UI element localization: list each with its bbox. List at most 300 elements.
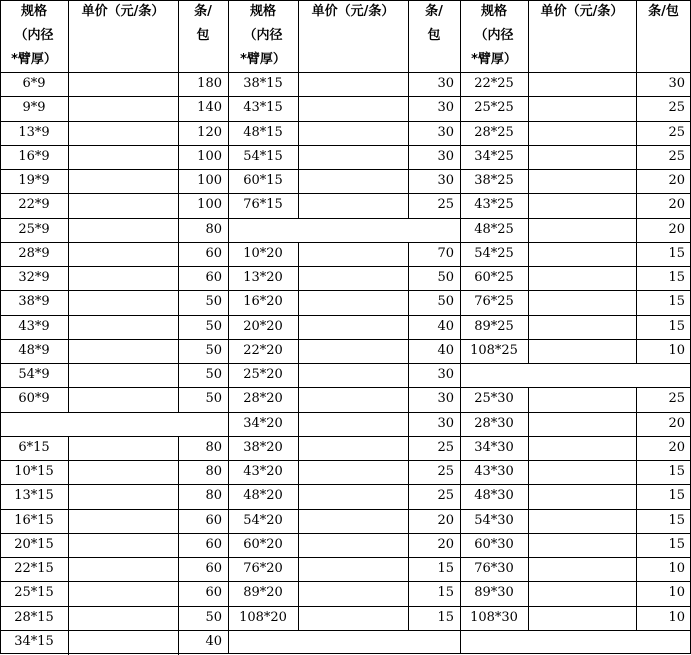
cell-qty: 50 <box>437 294 454 310</box>
cell-qty: 20 <box>668 415 685 431</box>
cell-qty: 15 <box>668 318 685 334</box>
grid-line-vertical <box>528 72 529 97</box>
grid-line-vertical <box>528 460 529 485</box>
grid-line-horizontal <box>0 0 691 1</box>
grid-line-horizontal <box>0 169 229 170</box>
grid-line-vertical <box>528 96 529 122</box>
grid-line-vertical <box>68 533 69 558</box>
header-qty-3: 条/包 <box>648 4 679 19</box>
grid-line-vertical <box>408 509 409 534</box>
grid-line-horizontal <box>460 339 691 340</box>
grid-line-horizontal <box>0 315 229 316</box>
grid-line-vertical <box>408 193 409 219</box>
grid-line-vertical <box>408 0 409 73</box>
grid-line-vertical <box>298 290 299 316</box>
grid-line-horizontal <box>0 412 229 413</box>
cell-qty: 140 <box>197 100 222 116</box>
header-spec-2: 规格 （内径 *臂厚） <box>240 4 286 67</box>
grid-line-horizontal <box>228 606 461 607</box>
cell-spec: 43*20 <box>243 464 283 479</box>
cell-spec: 22*9 <box>18 197 50 213</box>
grid-line-vertical <box>408 339 409 364</box>
cell-qty: 15 <box>437 609 454 625</box>
grid-line-vertical <box>68 266 69 291</box>
grid-line-vertical <box>298 169 299 194</box>
cell-spec: 48*20 <box>243 488 283 504</box>
grid-line-vertical <box>68 557 69 582</box>
grid-line-horizontal <box>228 145 461 146</box>
grid-line-vertical <box>68 581 69 607</box>
cell-qty: 80 <box>205 439 222 455</box>
cell-spec: 28*9 <box>18 245 50 261</box>
grid-line-vertical <box>528 290 529 316</box>
grid-line-horizontal <box>460 121 691 122</box>
grid-line-vertical <box>528 339 529 364</box>
cell-spec: 43*30 <box>474 464 514 479</box>
grid-line-vertical <box>636 218 637 243</box>
grid-line-horizontal <box>460 363 691 364</box>
cell-qty: 40 <box>437 318 454 334</box>
grid-line-vertical <box>636 581 637 607</box>
header-spec-3: 规格 （内径 *臂厚） <box>471 4 517 67</box>
grid-line-vertical <box>178 484 179 510</box>
grid-line-horizontal <box>228 533 461 534</box>
grid-line-vertical <box>68 387 69 413</box>
grid-line-vertical <box>178 0 179 73</box>
grid-line-vertical <box>528 121 529 146</box>
grid-line-vertical <box>528 606 529 631</box>
cell-qty: 50 <box>205 609 222 625</box>
grid-line-vertical <box>68 509 69 534</box>
grid-line-horizontal <box>228 315 461 316</box>
grid-line-vertical <box>68 339 69 364</box>
grid-line-vertical <box>178 169 179 194</box>
grid-line-vertical <box>408 412 409 437</box>
grid-line-vertical <box>178 581 179 607</box>
grid-line-vertical <box>636 557 637 582</box>
cell-spec: 43*25 <box>474 197 514 213</box>
header-spec-line: *臂厚） <box>11 52 57 67</box>
cell-spec: 28*25 <box>474 124 514 140</box>
grid-line-vertical <box>68 460 69 485</box>
cell-spec: 25*9 <box>18 221 50 237</box>
grid-line-vertical <box>0 0 1 654</box>
grid-line-vertical <box>528 266 529 291</box>
grid-line-horizontal <box>228 96 461 97</box>
cell-qty: 20 <box>668 221 685 237</box>
cell-qty: 30 <box>437 76 454 91</box>
grid-line-vertical <box>408 557 409 582</box>
cell-qty: 30 <box>437 100 454 116</box>
grid-line-vertical <box>298 315 299 340</box>
cell-spec: 6*9 <box>22 76 46 91</box>
cell-qty: 25 <box>668 148 685 164</box>
grid-line-vertical <box>528 484 529 510</box>
grid-line-horizontal <box>228 242 461 243</box>
grid-line-horizontal <box>0 387 229 388</box>
grid-line-vertical <box>298 581 299 607</box>
cell-spec: 54*9 <box>18 367 50 382</box>
cell-spec: 25*15 <box>14 585 54 601</box>
grid-line-vertical <box>636 484 637 510</box>
cell-spec: 48*9 <box>18 342 50 358</box>
cell-qty: 80 <box>205 488 222 504</box>
cell-spec: 48*15 <box>243 124 283 140</box>
cell-qty: 25 <box>668 124 685 140</box>
cell-qty: 20 <box>437 512 454 528</box>
grid-line-vertical <box>298 606 299 631</box>
grid-line-vertical <box>636 193 637 219</box>
grid-line-horizontal <box>460 412 691 413</box>
grid-line-horizontal <box>460 218 691 219</box>
grid-line-vertical <box>528 242 529 267</box>
cell-spec: 76*25 <box>474 294 514 310</box>
cell-spec: 76*30 <box>474 561 514 576</box>
cell-spec: 38*9 <box>18 294 50 310</box>
cell-spec: 28*15 <box>14 609 54 625</box>
cell-qty: 20 <box>668 197 685 213</box>
cell-spec: 60*25 <box>474 270 514 285</box>
cell-qty: 20 <box>668 173 685 188</box>
cell-qty: 50 <box>205 367 222 382</box>
cell-qty: 10 <box>668 342 685 358</box>
cell-qty: 10 <box>668 561 685 576</box>
cell-spec: 25*30 <box>474 391 514 407</box>
cell-spec: 89*30 <box>474 585 514 601</box>
cell-spec: 28*30 <box>474 415 514 431</box>
grid-line-horizontal <box>228 363 461 364</box>
grid-line-vertical <box>68 72 69 97</box>
grid-line-vertical <box>408 290 409 316</box>
grid-line-horizontal <box>460 509 691 510</box>
grid-line-vertical <box>178 339 179 364</box>
cell-spec: 10*20 <box>243 245 283 261</box>
cell-qty: 15 <box>437 561 454 576</box>
cell-spec: 22*25 <box>474 76 514 91</box>
grid-line-vertical <box>298 436 299 461</box>
cell-spec: 48*25 <box>474 221 514 237</box>
grid-line-vertical <box>178 242 179 267</box>
grid-line-vertical <box>528 581 529 607</box>
cell-spec: 48*30 <box>474 488 514 504</box>
cell-spec: 89*20 <box>243 585 283 601</box>
cell-qty: 30 <box>437 367 454 382</box>
grid-line-vertical <box>68 121 69 146</box>
grid-line-vertical <box>408 387 409 413</box>
cell-qty: 15 <box>668 512 685 528</box>
cell-qty: 80 <box>205 464 222 479</box>
grid-line-horizontal <box>460 484 691 485</box>
cell-qty: 50 <box>205 318 222 334</box>
header-spec-line: （内径 <box>14 28 54 43</box>
grid-line-vertical <box>408 460 409 485</box>
grid-line-horizontal <box>460 145 691 146</box>
grid-line-vertical <box>636 96 637 122</box>
cell-qty: 15 <box>668 464 685 479</box>
cell-qty: 15 <box>668 294 685 310</box>
cell-spec: 38*25 <box>474 173 514 188</box>
grid-line-vertical <box>528 533 529 558</box>
grid-line-vertical <box>298 72 299 97</box>
grid-line-vertical <box>178 266 179 291</box>
grid-line-vertical <box>68 96 69 122</box>
grid-line-horizontal <box>460 436 691 437</box>
cell-spec: 76*15 <box>243 197 283 213</box>
grid-line-vertical <box>528 145 529 170</box>
grid-line-vertical <box>68 169 69 194</box>
cell-qty: 10 <box>668 609 685 625</box>
grid-line-vertical <box>68 606 69 631</box>
grid-line-vertical <box>68 218 69 243</box>
cell-spec: 32*9 <box>18 270 50 285</box>
grid-line-horizontal <box>0 509 229 510</box>
grid-line-vertical <box>68 630 69 655</box>
cell-spec: 38*15 <box>243 76 283 91</box>
cell-spec: 108*25 <box>470 342 518 358</box>
cell-qty: 60 <box>205 536 222 552</box>
cell-qty: 180 <box>197 76 222 91</box>
cell-qty: 30 <box>437 124 454 140</box>
grid-line-vertical <box>636 145 637 170</box>
grid-line-vertical <box>298 242 299 267</box>
grid-line-vertical <box>68 242 69 267</box>
grid-line-vertical <box>178 436 179 461</box>
grid-line-vertical <box>68 145 69 170</box>
cell-spec: 20*15 <box>14 536 54 552</box>
grid-line-vertical <box>298 145 299 170</box>
grid-line-vertical <box>408 315 409 340</box>
grid-line-vertical <box>408 121 409 146</box>
cell-spec: 108*30 <box>470 609 518 625</box>
grid-line-horizontal <box>460 315 691 316</box>
grid-line-vertical <box>68 436 69 461</box>
grid-line-vertical <box>636 436 637 461</box>
grid-line-horizontal <box>0 145 229 146</box>
cell-spec: 54*30 <box>474 512 514 528</box>
grid-line-vertical <box>636 339 637 364</box>
cell-qty: 25 <box>668 100 685 116</box>
grid-line-vertical <box>408 72 409 97</box>
header-spec-line: 规格 <box>20 4 47 19</box>
cell-qty: 100 <box>197 173 222 188</box>
grid-line-vertical <box>408 242 409 267</box>
grid-line-horizontal <box>460 557 691 558</box>
grid-line-horizontal <box>460 533 691 534</box>
cell-qty: 70 <box>437 245 454 261</box>
cell-spec: 25*25 <box>474 100 514 116</box>
grid-line-vertical <box>636 242 637 267</box>
grid-line-vertical <box>460 0 461 654</box>
grid-line-horizontal <box>228 193 461 194</box>
cell-qty: 25 <box>437 488 454 504</box>
cell-qty: 20 <box>668 439 685 455</box>
grid-line-vertical <box>68 290 69 316</box>
grid-line-horizontal <box>0 533 229 534</box>
cell-qty: 30 <box>437 415 454 431</box>
grid-line-vertical <box>408 436 409 461</box>
grid-line-vertical <box>528 387 529 413</box>
grid-line-horizontal <box>228 266 461 267</box>
cell-qty: 100 <box>197 148 222 164</box>
grid-line-vertical <box>636 121 637 146</box>
grid-line-vertical <box>298 509 299 534</box>
grid-line-vertical <box>636 606 637 631</box>
grid-line-horizontal <box>228 218 461 219</box>
grid-line-vertical <box>68 193 69 219</box>
grid-line-horizontal <box>228 509 461 510</box>
grid-line-vertical <box>636 72 637 97</box>
cell-qty: 60 <box>205 512 222 528</box>
grid-line-vertical <box>178 290 179 316</box>
grid-line-vertical <box>298 533 299 558</box>
header-spec-1 <box>0 0 68 72</box>
cell-qty: 60 <box>205 561 222 576</box>
cell-qty: 60 <box>205 270 222 285</box>
grid-line-vertical <box>298 363 299 388</box>
grid-line-vertical <box>636 0 637 73</box>
cell-qty: 30 <box>437 148 454 164</box>
cell-spec: 60*15 <box>243 173 283 188</box>
grid-line-vertical <box>298 0 299 73</box>
grid-line-vertical <box>528 169 529 194</box>
grid-line-vertical <box>178 315 179 340</box>
grid-line-vertical <box>68 484 69 510</box>
grid-line-horizontal <box>228 436 461 437</box>
cell-qty: 25 <box>437 197 454 213</box>
grid-line-horizontal <box>0 218 229 219</box>
header-price-2: 单价（元/条） <box>311 4 395 19</box>
grid-line-vertical <box>408 266 409 291</box>
grid-line-vertical <box>298 266 299 291</box>
cell-qty: 120 <box>197 124 222 140</box>
grid-line-vertical <box>298 387 299 413</box>
cell-spec: 38*20 <box>243 439 283 455</box>
cell-qty: 40 <box>437 342 454 358</box>
cell-spec: 89*25 <box>474 318 514 334</box>
cell-qty: 15 <box>668 488 685 504</box>
grid-line-vertical <box>228 0 229 654</box>
grid-line-vertical <box>408 96 409 122</box>
grid-line-horizontal <box>0 557 229 558</box>
grid-line-vertical <box>636 266 637 291</box>
cell-spec: 16*15 <box>14 512 54 528</box>
grid-line-vertical <box>528 436 529 461</box>
grid-line-horizontal <box>228 484 461 485</box>
grid-line-horizontal <box>228 460 461 461</box>
cell-spec: 34*25 <box>474 148 514 164</box>
cell-spec: 20*20 <box>243 318 283 334</box>
grid-line-vertical <box>68 0 69 73</box>
grid-line-vertical <box>178 533 179 558</box>
cell-spec: 19*9 <box>18 173 50 188</box>
grid-line-vertical <box>528 412 529 437</box>
grid-line-horizontal <box>0 242 229 243</box>
grid-line-horizontal <box>228 169 461 170</box>
grid-line-vertical <box>178 145 179 170</box>
cell-spec: 6*15 <box>18 439 50 455</box>
grid-line-horizontal <box>228 557 461 558</box>
cell-qty: 80 <box>205 221 222 237</box>
grid-line-horizontal <box>0 121 229 122</box>
grid-line-vertical <box>178 96 179 122</box>
header-qty-2: 条/ 包 <box>425 4 443 43</box>
cell-qty: 15 <box>668 536 685 552</box>
cell-spec: 60*20 <box>243 536 283 552</box>
cell-qty: 40 <box>205 633 222 649</box>
grid-line-horizontal <box>0 339 229 340</box>
grid-line-vertical <box>178 363 179 388</box>
grid-line-vertical <box>68 315 69 340</box>
grid-line-horizontal <box>460 606 691 607</box>
grid-line-vertical <box>408 606 409 631</box>
grid-line-horizontal <box>228 412 461 413</box>
cell-spec: 34*15 <box>14 633 54 649</box>
cell-spec: 16*9 <box>18 148 50 164</box>
grid-line-horizontal <box>460 193 691 194</box>
grid-line-horizontal <box>460 581 691 582</box>
grid-line-vertical <box>408 363 409 388</box>
cell-spec: 54*15 <box>243 148 283 164</box>
cell-qty: 50 <box>205 294 222 310</box>
cell-spec: 13*20 <box>243 270 283 285</box>
grid-line-horizontal <box>460 630 691 631</box>
cell-qty: 30 <box>437 391 454 407</box>
cell-qty: 60 <box>205 245 222 261</box>
grid-line-vertical <box>298 339 299 364</box>
cell-qty: 15 <box>437 585 454 601</box>
cell-spec: 108*20 <box>239 609 287 625</box>
grid-line-horizontal <box>460 96 691 97</box>
grid-line-horizontal <box>0 363 229 364</box>
grid-line-horizontal <box>460 290 691 291</box>
cell-spec: 10*15 <box>14 464 54 479</box>
grid-line-horizontal <box>460 169 691 170</box>
grid-line-vertical <box>298 193 299 219</box>
cell-qty: 20 <box>437 536 454 552</box>
grid-line-vertical <box>528 509 529 534</box>
grid-line-horizontal <box>228 121 461 122</box>
cell-qty: 50 <box>205 342 222 358</box>
cell-qty: 10 <box>668 585 685 601</box>
cell-qty: 50 <box>437 270 454 285</box>
cell-qty: 30 <box>668 76 685 91</box>
grid-line-vertical <box>528 557 529 582</box>
header-qty-1: 条/ 包 <box>194 4 212 43</box>
grid-line-vertical <box>298 412 299 437</box>
grid-line-vertical <box>636 387 637 413</box>
cell-spec: 60*30 <box>474 536 514 552</box>
cell-qty: 60 <box>205 585 222 601</box>
grid-line-horizontal <box>0 630 229 631</box>
cell-qty: 50 <box>205 391 222 407</box>
grid-line-horizontal <box>0 193 229 194</box>
grid-line-horizontal <box>0 72 691 73</box>
cell-spec: 34*30 <box>474 439 514 455</box>
grid-line-vertical <box>408 169 409 194</box>
grid-line-vertical <box>178 387 179 413</box>
grid-line-vertical <box>528 218 529 243</box>
grid-line-horizontal <box>228 387 461 388</box>
cell-spec: 22*15 <box>14 561 54 576</box>
grid-line-vertical <box>178 72 179 97</box>
grid-line-vertical <box>636 460 637 485</box>
grid-line-vertical <box>636 169 637 194</box>
grid-line-horizontal <box>460 242 691 243</box>
grid-line-vertical <box>68 363 69 388</box>
grid-line-vertical <box>636 533 637 558</box>
grid-line-vertical <box>636 412 637 437</box>
grid-line-horizontal <box>228 581 461 582</box>
